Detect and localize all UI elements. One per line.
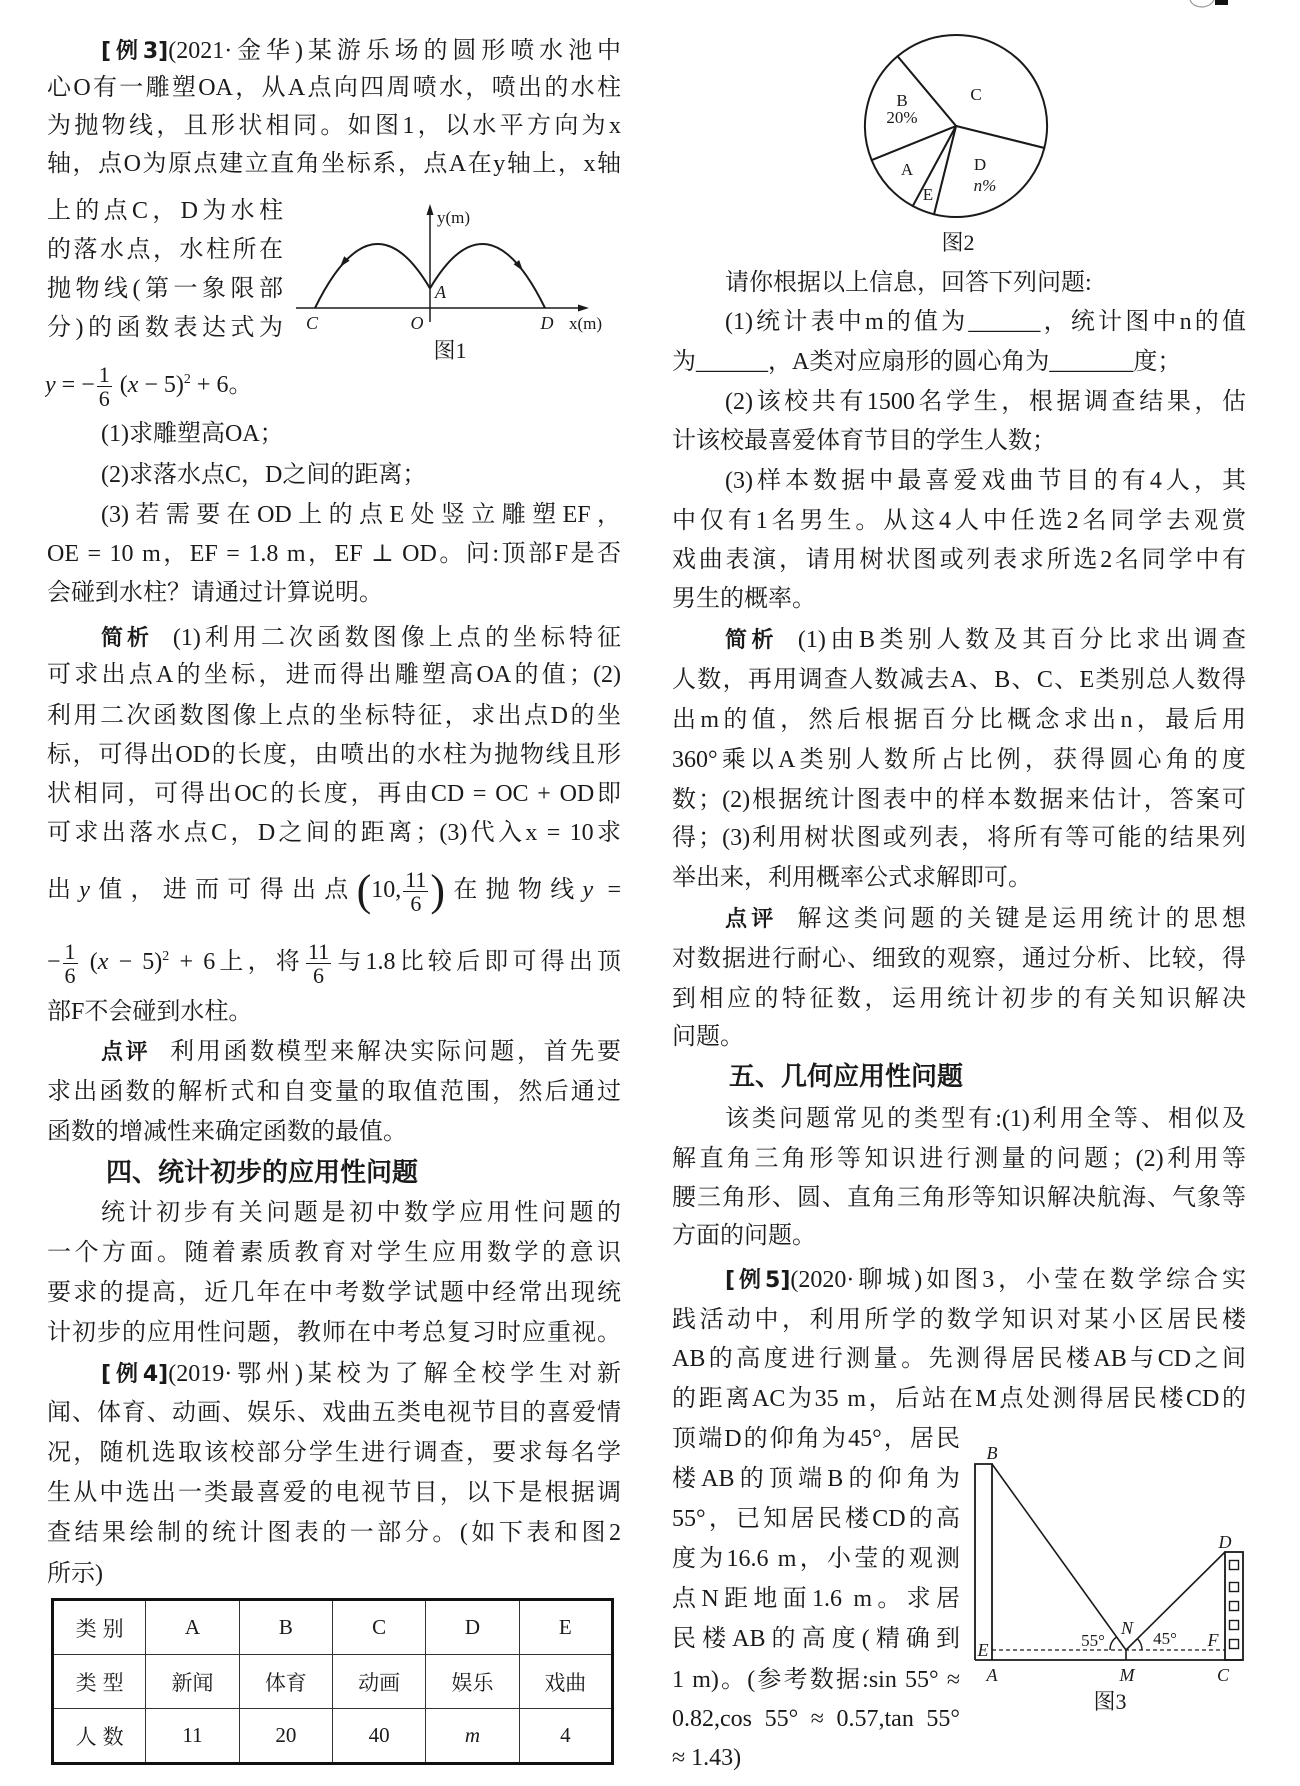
window-icon bbox=[1230, 1561, 1239, 1570]
section-5-line: 方面的问题。 bbox=[672, 1223, 816, 1249]
example-4-label: [例4] bbox=[101, 1362, 169, 1387]
example-5-text: (2020·聊城)如图3，小莹在数学综合实 bbox=[790, 1267, 1246, 1293]
fraction bbox=[306, 940, 331, 987]
analysis-label: 简析 bbox=[101, 626, 154, 651]
origin-o-label: O bbox=[410, 313, 424, 333]
y-axis-label: y(m) bbox=[437, 208, 471, 227]
text-run: 值，进而可得出点 bbox=[89, 877, 357, 903]
analysis-line: 人数，再用调查人数减去A、B、C、E类别总人数得 bbox=[672, 667, 1246, 693]
example-3-label: [例3] bbox=[101, 39, 169, 64]
example-3-line: 的落水点，水柱所在 bbox=[47, 237, 283, 263]
example-3-line: 抛物线(第一象限部 bbox=[47, 276, 283, 302]
row-header: 类型 bbox=[53, 1655, 146, 1709]
table-cell: 动画 bbox=[332, 1655, 425, 1709]
denominator: 6 bbox=[98, 385, 110, 411]
example-5-line: ≈ 1.43) bbox=[672, 1745, 742, 1771]
table-cell: 40 bbox=[332, 1709, 425, 1764]
figure-2-pie-chart bbox=[860, 30, 1055, 225]
angle-45-label: 45° bbox=[1153, 1629, 1177, 1648]
analysis-line: 状相同，可得出OC的长度，再由CD = OC + OD即 bbox=[47, 781, 621, 807]
example-5-line: 点N距地面1.6 m。求居 bbox=[672, 1586, 960, 1612]
example-5-line: 的距离AC为35 m，后站在M点处测得居民楼CD的 bbox=[672, 1386, 1246, 1412]
window-icon bbox=[1230, 1640, 1239, 1649]
pie-label-c: C bbox=[970, 85, 982, 104]
x-axis-arrow-icon bbox=[578, 305, 589, 312]
table-cell: C bbox=[332, 1600, 425, 1655]
section-4-line: 计初步的应用性问题，教师在中考总复习时应重视。 bbox=[47, 1320, 621, 1346]
example-3-line: 为抛物线，且形状相同。如图1，以水平方向为x bbox=[47, 113, 621, 139]
fraction bbox=[97, 363, 112, 410]
numerator: 1 bbox=[98, 361, 110, 387]
point-a-label: A bbox=[986, 1665, 998, 1685]
comment-text: 解这类问题的关键是运用统计的思想 bbox=[797, 906, 1246, 932]
figure-1-caption: 图1 bbox=[433, 338, 467, 363]
row-header: 人数 bbox=[53, 1709, 146, 1764]
analysis-line: 数；(2)根据统计图表中的样本数据来估计，答案可 bbox=[672, 787, 1246, 813]
pie-label-b: B bbox=[896, 91, 908, 110]
example-4-question-line: 计该校最喜爱体育节目的学生人数； bbox=[672, 428, 1056, 454]
big-paren-close: ) bbox=[430, 866, 446, 916]
comment-line bbox=[725, 901, 1246, 937]
pie-label-a: A bbox=[900, 160, 914, 179]
section-4-heading: 四、统计初步的应用性问题 bbox=[106, 1158, 419, 1188]
example-4-line: 况，随机选取该校部分学生进行调查，要求每名学 bbox=[47, 1440, 621, 1466]
example-5-line: 55°，已知居民楼CD的高 bbox=[672, 1506, 960, 1532]
example-4-question-line: (2)该校共有1500名学生，根据调查结果，估 bbox=[725, 389, 1246, 415]
point-b-label: B bbox=[986, 1443, 998, 1463]
example-4-line bbox=[101, 1356, 621, 1392]
var-x: x bbox=[97, 949, 109, 975]
building-ab bbox=[975, 1464, 992, 1660]
comment-text: 利用函数模型来解决实际问题，首先要 bbox=[170, 1039, 621, 1065]
example-4-line: 闻、体育、动画、娱乐、戏曲五类电视节目的喜爱情 bbox=[47, 1400, 621, 1426]
question-line: 会碰到水柱？请通过计算说明。 bbox=[47, 580, 383, 606]
var-y: y bbox=[45, 372, 56, 398]
analysis-line bbox=[101, 620, 621, 656]
angle-arc-45 bbox=[1137, 1639, 1142, 1650]
analysis-label: 简析 bbox=[725, 628, 779, 653]
numerator: 11 bbox=[307, 938, 330, 964]
analysis-line bbox=[725, 622, 1246, 658]
point-c-label: C bbox=[1216, 1665, 1230, 1685]
table-cell: 新闻 bbox=[146, 1655, 239, 1709]
page-curl-icon bbox=[1185, 0, 1235, 10]
question-line: OE = 10 m，EF = 1.8 m，EF ⊥ OD。问:顶部F是否 bbox=[47, 541, 621, 567]
section-5-heading: 五、几何应用性问题 bbox=[729, 1062, 964, 1092]
comment-line: 函数的增减性来确定函数的最值。 bbox=[47, 1119, 407, 1145]
point-d-label: D bbox=[540, 313, 554, 333]
sightline-to-b bbox=[992, 1464, 1126, 1650]
example-4-question-line: (3)样本数据中最喜爱戏曲节目的有4人，其 bbox=[725, 468, 1246, 494]
example-4-text: (2019·鄂州)某校为了解全校学生对新 bbox=[168, 1361, 621, 1387]
point-c-label: C bbox=[305, 313, 319, 333]
section-5-line: 腰三角形、圆、直角三角形等知识解决航海、气象等 bbox=[672, 1185, 1246, 1211]
example-3-line: 轴，点O为原点建立直角坐标系，点A在y轴上，x轴 bbox=[47, 151, 621, 177]
analysis-formula-line bbox=[47, 932, 621, 992]
analysis-text: (1)利用二次函数图像上点的坐标特征 bbox=[172, 625, 621, 651]
example-5-line bbox=[725, 1262, 1246, 1298]
text-run: 出 bbox=[47, 877, 80, 903]
fraction bbox=[403, 868, 428, 915]
statistics-table bbox=[51, 1598, 614, 1765]
comment-line: 对数据进行耐心、细致的观察，通过分析、比较，得 bbox=[672, 946, 1246, 972]
analysis-line: 360°乘以A类别人数所占比例，获得圆心角的度 bbox=[672, 747, 1246, 773]
table-cell: 娱乐 bbox=[426, 1655, 519, 1709]
question-line: (2)求落水点C，D之间的距离； bbox=[101, 462, 427, 488]
analysis-line: 利用二次函数图像上点的坐标特征，求出点D的坐 bbox=[47, 703, 621, 729]
point-a-label: A bbox=[435, 282, 446, 302]
example-5-label: [例5] bbox=[725, 1268, 791, 1293]
figure-2-caption: 图2 bbox=[941, 230, 975, 255]
point-e-label: E bbox=[977, 1640, 989, 1660]
point-x: 10, bbox=[371, 877, 402, 903]
analysis-line: 标，可得出OD的长度，由喷出的水柱为抛物线且形 bbox=[47, 742, 621, 768]
comment-label: 点评 bbox=[101, 1040, 151, 1065]
point-f-label: F bbox=[1207, 1630, 1219, 1650]
pie-value-b: 20% bbox=[886, 108, 918, 127]
text-run: + 6上，将 bbox=[169, 949, 304, 975]
figure-3-caption: 图3 bbox=[1093, 1689, 1127, 1714]
figure-3-building-diagram bbox=[960, 1440, 1260, 1690]
y-axis-arrow-icon bbox=[427, 204, 434, 215]
example-5-line: 民楼AB的高度(精确到 bbox=[672, 1626, 960, 1652]
example-3-line: 上的点C，D为水柱 bbox=[47, 198, 283, 224]
example-4-question-line: 戏曲表演，请用树状图或列表求所选2名同学中有 bbox=[672, 547, 1246, 573]
example-4-question-line: 男生的概率。 bbox=[672, 586, 816, 612]
numerator: 1 bbox=[64, 938, 76, 964]
section-4-line: 一个方面。随着素质教育对学生应用数学的意识 bbox=[47, 1240, 621, 1266]
table-row bbox=[53, 1600, 613, 1655]
pie-label-e: E bbox=[922, 185, 934, 204]
comment-line: 到相应的特征数，运用统计初步的有关知识解决 bbox=[672, 986, 1246, 1012]
point-d-label: D bbox=[1218, 1532, 1232, 1552]
example-3-line: 心O有一雕塑OA，从A点向四周喷水，喷出的水柱 bbox=[47, 75, 621, 101]
fraction bbox=[63, 940, 78, 987]
x-axis-label: x(m) bbox=[569, 314, 603, 333]
angle-55-label: 55° bbox=[1081, 1631, 1105, 1650]
analysis-line: 部F不会碰到水柱。 bbox=[47, 999, 253, 1025]
pie-value-d: n% bbox=[973, 176, 997, 195]
table-cell: 体育 bbox=[239, 1655, 332, 1709]
example-5-line: 楼AB的顶端B的仰角为 bbox=[672, 1466, 960, 1492]
exponent: 2 bbox=[162, 949, 170, 964]
analysis-line: 得；(3)利用树状图或列表，将所有等可能的结果列 bbox=[672, 825, 1246, 851]
comment-label: 点评 bbox=[725, 907, 778, 932]
question-line: (3)若需要在OD上的点E处竖立雕塑EF， bbox=[101, 502, 621, 528]
table-cell: B bbox=[239, 1600, 332, 1655]
var-y: y bbox=[79, 877, 90, 903]
example-4-question-line: (1)统计表中m的值为______，统计图中n的值 bbox=[725, 309, 1246, 335]
section-5-line: 解直角三角形等知识进行测量的问题；(2)利用等 bbox=[672, 1146, 1246, 1172]
paren-open: ( bbox=[113, 372, 128, 398]
function-expression bbox=[45, 355, 305, 415]
table-cell: 戏曲 bbox=[519, 1655, 612, 1709]
example-4-question-line: 为______，A类对应扇形的圆心角为_______度； bbox=[672, 349, 1182, 375]
row-header: 类别 bbox=[53, 1600, 146, 1655]
big-paren-open: ( bbox=[356, 866, 372, 916]
analysis-line: 可求出落水点C，D之间的距离；(3)代入x = 10求 bbox=[47, 820, 621, 846]
point-n-label: N bbox=[1120, 1618, 1134, 1638]
numerator: 11 bbox=[405, 866, 427, 892]
table-cell: D bbox=[426, 1600, 519, 1655]
example-4-line: 所示) bbox=[47, 1561, 103, 1587]
example-5-line: 度为16.6 m，小莹的观测 bbox=[672, 1546, 960, 1572]
example-5-line: 践活动中，利用所学的数学知识对某小区居民楼 bbox=[672, 1307, 1246, 1333]
example-4-question-line: 中仅有1名男生。从这4人中任选2名同学去观赏 bbox=[672, 508, 1246, 534]
minus-sign: − bbox=[47, 949, 61, 975]
table-cell: 20 bbox=[239, 1709, 332, 1764]
table-cell: E bbox=[519, 1600, 612, 1655]
text-run: 与1.8比较后即可得出顶 bbox=[333, 949, 621, 975]
example-4-question-line: 请你根据以上信息，回答下列问题: bbox=[725, 270, 1092, 296]
text-run: = bbox=[593, 877, 621, 903]
text-run: − 5) bbox=[108, 949, 163, 975]
example-5-line: 顶端D的仰角为45°，居民 bbox=[672, 1426, 960, 1452]
window-icon bbox=[1230, 1621, 1239, 1630]
denominator: 6 bbox=[410, 890, 422, 916]
table-row bbox=[53, 1709, 613, 1764]
formula-rest: − 5) bbox=[138, 372, 184, 398]
building-cd bbox=[1225, 1552, 1243, 1660]
right-water-parabola bbox=[430, 244, 545, 308]
paren-open: ( bbox=[79, 949, 98, 975]
comment-line: 问题。 bbox=[672, 1024, 744, 1050]
analysis-line: 举出来，利用概率公式求解即可。 bbox=[672, 865, 1032, 891]
analysis-line: 可求出点A的坐标，进而得出雕塑高OA的值；(2) bbox=[47, 662, 621, 688]
table-cell: 4 bbox=[519, 1709, 612, 1764]
example-5-line: 0.82,cos 55° ≈ 0.57,tan 55° bbox=[672, 1706, 960, 1732]
example-5-line: 1 m)。(参考数据:sin 55° ≈ bbox=[672, 1667, 960, 1693]
denominator: 6 bbox=[64, 962, 76, 988]
pie-label-d: D bbox=[973, 155, 987, 174]
comment-line: 求出函数的解析式和自变量的取值范围，然后通过 bbox=[47, 1079, 621, 1105]
section-5-line: 该类问题常见的类型有:(1)利用全等、相似及 bbox=[725, 1106, 1246, 1132]
example-4-line: 生从中选出一类最喜爱的电视节目，以下是根据调 bbox=[47, 1480, 621, 1506]
example-5-line: AB的高度进行测量。先测得居民楼AB与CD之间 bbox=[672, 1346, 1246, 1372]
section-4-line: 统计初步有关问题是初中数学应用性问题的 bbox=[101, 1200, 621, 1226]
var-x: x bbox=[127, 372, 139, 398]
example-3-text: (2021·金华)某游乐场的圆形喷水池中 bbox=[168, 38, 621, 64]
table-cell: m bbox=[426, 1709, 519, 1764]
equals-minus: = − bbox=[55, 372, 95, 398]
example-4-line: 查结果绘制的统计图表的一部分。(如下表和图2 bbox=[47, 1520, 621, 1546]
table-cell: 11 bbox=[146, 1709, 239, 1764]
left-water-parabola bbox=[315, 244, 430, 308]
analysis-line: 出m的值，然后根据百分比概念求出n，最后用 bbox=[672, 707, 1246, 733]
angle-arc-55 bbox=[1110, 1637, 1117, 1650]
denominator: 6 bbox=[313, 962, 325, 988]
example-3-line: 分)的函数表达式为 bbox=[47, 315, 283, 341]
section-4-line: 要求的提高，近几年在中考数学试题中经常出现统 bbox=[47, 1280, 621, 1306]
example-3-line bbox=[101, 33, 621, 69]
window-icon bbox=[1230, 1602, 1239, 1611]
table-row bbox=[53, 1655, 613, 1709]
window-icon bbox=[1230, 1583, 1239, 1592]
point-m-label: M bbox=[1119, 1665, 1135, 1685]
table-cell: A bbox=[146, 1600, 239, 1655]
var-y: y bbox=[582, 877, 594, 903]
text-run: 在抛物线 bbox=[445, 877, 583, 903]
formula-tail: + 6。 bbox=[190, 372, 253, 398]
analysis-text: (1)由B类别人数及其百分比求出调查 bbox=[797, 627, 1246, 653]
comment-line bbox=[101, 1034, 621, 1070]
analysis-formula-line bbox=[47, 860, 621, 920]
exponent: 2 bbox=[183, 372, 191, 387]
question-line: (1)求雕塑高OA； bbox=[101, 421, 284, 447]
